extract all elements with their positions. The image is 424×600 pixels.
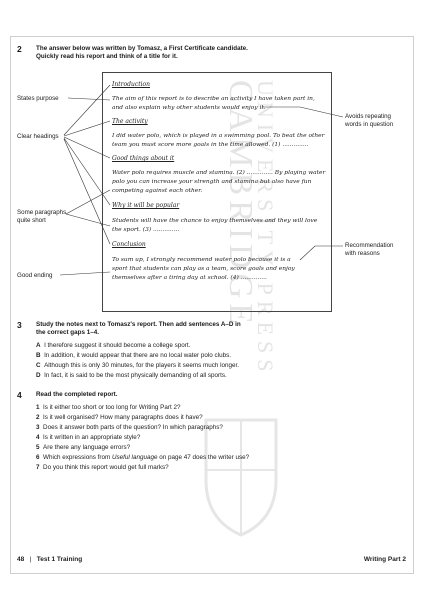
annotation-states-purpose: States purpose [17, 95, 59, 102]
connector-headings-1 [64, 85, 110, 135]
annotation-avoids-repeating-1: Avoids repeating [345, 113, 391, 120]
option-b [36, 352, 231, 359]
exercise-3-instruction-1: Study the notes next to Tomasz's report. Then add sentences A–D in [36, 321, 241, 328]
option-a [36, 342, 190, 349]
exercise-3-number: 3 [17, 320, 22, 330]
question-text: Is it either too short or too long for Writing Part 2? [43, 404, 181, 411]
question-text: Do you think this report would get full marks? [43, 464, 169, 471]
annotation-some-paragraphs-1: Some paragraphs [17, 209, 67, 216]
footer-page-number: 48 [17, 556, 25, 563]
option-text: I therefore suggest it should become a college sport. [44, 342, 191, 349]
report-p2-line1: I did water polo, which is played in a swimming pool. To beat the other [112, 133, 325, 139]
question-label: 2 [36, 414, 40, 421]
connector-headings-4 [64, 138, 110, 205]
question-label: 1 [36, 404, 40, 411]
watermark-line1: CAMBRIDGE [222, 80, 259, 330]
report-heading-conclusion: Conclusion [112, 241, 146, 248]
report-p3-line2: polo you can increase your strength and stamina but also have fun [112, 179, 312, 185]
question-label: 5 [36, 444, 40, 451]
annotation-good-ending: Good ending [17, 272, 53, 279]
connector-good-ending [60, 272, 110, 275]
question-6 [36, 454, 249, 461]
option-d [36, 372, 227, 379]
exercise-3-instruction-2: the correct gaps 1–4. [36, 329, 99, 336]
question-1 [36, 404, 180, 411]
report-p4-line1: Students will have the chance to enjoy themselves and they will love [112, 218, 318, 224]
footer-right: Writing Part 2 [363, 556, 406, 563]
exercise-2-number: 2 [17, 44, 22, 54]
exercise-4-number: 4 [17, 390, 22, 400]
watermark-line2: UNIVERSITY PRESS [253, 80, 278, 378]
footer-left [17, 556, 82, 563]
footer-section: Test 1 Training [36, 556, 83, 563]
question-label: 4 [36, 434, 40, 441]
question-label: 3 [36, 424, 40, 431]
exercise-2-instruction-1: The answer below was written by Tomasz, a First Certificate candidate. [36, 45, 248, 52]
connector-states-purpose [68, 98, 110, 100]
question-text-after: on page 47 does the writer use? [157, 454, 250, 461]
connector-headings-2 [64, 121, 110, 136]
report-p3-line1: Water polo requires muscle and stamina. (2) .............. By playing water [112, 170, 326, 176]
annotation-some-paragraphs-2: quite short [17, 217, 46, 224]
report-heading-activity: The activity [112, 118, 148, 125]
report-heading-popular: Why it will be popular [112, 202, 180, 209]
option-label: C [36, 362, 41, 369]
report-p5-line2: sport that students can play as a team, score goals and enjoy [112, 266, 295, 272]
question-7 [36, 464, 169, 471]
option-label: D [36, 372, 41, 379]
report-p3-line3: competing against each other. [112, 188, 203, 194]
option-text: Although this is only 30 minutes, for the players it seems much longer. [44, 362, 240, 369]
question-5 [36, 444, 130, 451]
question-label: 6 [36, 454, 40, 461]
report-heading-good-things: Good things about it [112, 155, 175, 162]
exercise-2-instruction-2: Quickly read his report and think of a title for it. [36, 53, 178, 60]
report-p2-line2: team you must score more goals in the time allowed. (1) .............. [112, 142, 309, 148]
question-label: 7 [36, 464, 40, 471]
report-p1-line1: The aim of this report is to describe an activity I have taken part in, [112, 96, 315, 102]
question-2 [36, 414, 203, 421]
footer-separator: | [29, 556, 32, 563]
connector-paragraphs-1 [66, 214, 110, 226]
option-label: B [36, 352, 41, 359]
connector-recommendation-2 [300, 246, 315, 260]
question-4 [36, 434, 140, 441]
option-label: A [36, 342, 41, 349]
question-text-italic: Useful language [111, 454, 158, 461]
annotation-clear-headings: Clear headings [17, 133, 59, 140]
question-text: Is it written in an appropriate style? [43, 434, 141, 441]
question-text: Are there any language errors? [43, 444, 131, 451]
exercise-4-instruction: Read the completed report. [36, 391, 118, 398]
report-p5-line1: To sum up, I strongly recommend water polo because it is a [112, 257, 291, 263]
question-text: Is it well organised? How many paragraphs does it have? [43, 414, 203, 421]
question-text: Does it answer both parts of the question? In which paragraphs? [43, 424, 223, 431]
annotation-recommendation-1: Recommendation [345, 242, 394, 249]
question-text-before: Which expressions from [43, 454, 112, 461]
option-c [36, 362, 239, 369]
report-heading-introduction: Introduction [112, 81, 150, 88]
report-p5-line3: themselves after a tiring day at school. (4) .............. [112, 275, 267, 281]
report-p1-line2: and also explain why other students would enjoy it. [112, 105, 266, 111]
report-p4-line2: the sport. (3) .............. [112, 227, 180, 233]
annotation-recommendation-2: with reasons [345, 250, 380, 257]
option-text: In addition, it would appear that there are no local water polo clubs. [44, 352, 231, 359]
annotation-avoids-repeating-2: words in question [345, 121, 394, 128]
connector-avoids-1 [300, 107, 343, 117]
option-text: In fact, it is said to be the most physically demanding of all sports. [44, 372, 227, 379]
question-3 [36, 424, 223, 431]
